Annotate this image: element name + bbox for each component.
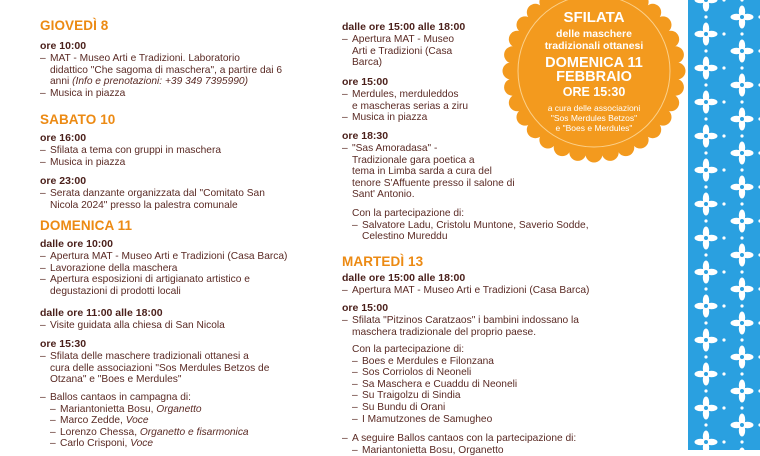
group-item: – Su Traigolzu di Sindia (352, 390, 644, 402)
day-heading-giovedi: GIOVEDÌ 8 (40, 18, 340, 34)
participants-block: Con la partecipazione di: – Boes e Merdules e Filonzana – Sos Corriolos di Neoneli – Sa Maschera e Cuaddu di Neoneli – Su Traigolzu di Sindia – Su Bundu di Orani – I Mamutzones de Samugheo (342, 344, 644, 425)
pattern-dot (704, 151, 707, 154)
pattern-center (740, 355, 744, 359)
pattern-center (704, 66, 708, 70)
performer-item: – Carlo Crisponi, Voce (50, 438, 340, 450)
pattern-dot (704, 389, 707, 392)
decorative-pattern-stripe (688, 0, 760, 450)
pattern-dot (740, 32, 743, 35)
event-item: – Serata danzante organizzata dal "Comitato San Nicola 2024" presso la palestra comunale (40, 188, 340, 211)
performer-item: – Lorenzo Chessa, Organetto e fisarmonica (50, 427, 340, 439)
day-heading-martedi: MARTEDÌ 13 (342, 254, 644, 270)
event-item: – Apertura MAT - Museo Arti e Tradizioni (Casa Barca) (342, 285, 644, 297)
pattern-dot (722, 32, 725, 35)
badge-subtitle: tradizionali ottanesi (503, 41, 685, 52)
pattern-center (704, 134, 708, 138)
pattern-center (704, 406, 708, 410)
time-label: ore 15:00 (342, 302, 644, 314)
pattern-dot (740, 304, 743, 307)
performer-item: – Mariantonietta Bosu, Organetto (50, 404, 340, 416)
pattern-center (704, 372, 708, 376)
pattern-dot (740, 202, 743, 205)
performer-item: – Marco Zedde, Voce (50, 415, 340, 427)
pattern-dot (722, 338, 725, 341)
pattern-dot (722, 236, 725, 239)
pattern-dot (740, 236, 743, 239)
pattern-dot (704, 423, 707, 426)
pattern-dot (704, 219, 707, 222)
pattern-dot (722, 440, 725, 443)
badge-time: ORE 15:30 (503, 86, 685, 99)
pattern-dot (722, 134, 725, 137)
time-label: dalle ore 10:00 (40, 238, 340, 250)
floral-pattern (688, 0, 760, 450)
badge-note: a cura delle associazioni (503, 104, 685, 113)
day-heading-sabato: SABATO 10 (40, 112, 340, 128)
badge-month: FEBBRAIO (503, 70, 685, 85)
pattern-center (704, 100, 708, 104)
pattern-dot (722, 168, 725, 171)
event-item: – Ballos cantaos in campagna di: – Mariantonietta Bosu, Organetto – Marco Zedde, Voce – Lorenzo Chessa, Organetto e fisarmonica – Carlo Crisponi, Voce (40, 392, 340, 450)
event-badge (503, 0, 685, 162)
pattern-dot (740, 66, 743, 69)
group-item: – Boes e Merdules e Filonzana (352, 356, 644, 368)
pattern-dot (740, 134, 743, 137)
pattern-center (704, 440, 708, 444)
event-item: – Apertura MAT - Museo Arti e Tradizioni (Casa Barca) – Lavorazione della maschera – Apertura esposizioni di artigianato artistico e degustazioni di prodotti locali (40, 251, 340, 297)
participants-block: Con la partecipazione di: – Salvatore Ladu, Cristolu Muntone, Saverio Sodde, Celestino Mureddu (342, 208, 644, 243)
pattern-dot (740, 372, 743, 375)
pattern-dot (704, 253, 707, 256)
pattern-dot (722, 304, 725, 307)
pattern-center (704, 338, 708, 342)
pattern-center (740, 287, 744, 291)
event-item: – Sfilata a tema con gruppi in maschera – Musica in piazza (40, 145, 340, 168)
pattern-dot (740, 168, 743, 171)
pattern-center (740, 151, 744, 155)
pattern-dot (740, 406, 743, 409)
pattern-center (704, 270, 708, 274)
badge-note: "Sos Merdules Betzos" (503, 114, 685, 123)
group-item: – I Mamutzones de Samugheo (352, 414, 644, 426)
time-label: ore 16:00 (40, 132, 340, 144)
pattern-dot (704, 321, 707, 324)
pattern-dot (722, 202, 725, 205)
time-label: ore 10:00 (40, 40, 340, 52)
group-item: – Sa Maschera e Cuaddu di Neoneli (352, 379, 644, 391)
pattern-petal (739, 448, 745, 456)
pattern-center (740, 253, 744, 257)
event-item: – Merdules, merduleddos e mascheras serias a ziru – Musica in piazza (342, 89, 644, 124)
pattern-center (704, 202, 708, 206)
badge-note: e "Boes e Merdules" (503, 124, 685, 133)
pattern-center (704, 168, 708, 172)
badge-date: DOMENICA 11 (503, 56, 685, 71)
pattern-dot (704, 83, 707, 86)
time-label: ore 18:30 (342, 130, 644, 142)
pattern-center (704, 304, 708, 308)
event-item: – Sfilata delle maschere tradizionali ottanesi a cura delle associazioni "Sos Merdules Betzos de Otzana" e "Boes e Merdules" (40, 351, 340, 386)
pattern-dot (740, 100, 743, 103)
event-item: – "Sas Amoradasa" - Tradizionale gara poetica a tema in Limba sarda a cura del tenore S'Affuente presso il salone di Sant' Antonio. (342, 143, 644, 201)
time-label: dalle ore 15:00 alle 18:00 (342, 272, 644, 284)
time-label: ore 15:30 (40, 338, 340, 350)
event-item: – Apertura MAT - Museo Arti e Tradizioni (Casa Barca) (342, 34, 644, 69)
pattern-center (740, 219, 744, 223)
pattern-center (740, 49, 744, 53)
pattern-dot (722, 0, 725, 2)
event-item: – MAT - Museo Arti e Tradizioni. Laboratorio didattico "Che sagoma di maschera", a partire dai 6 anni (Info e prenotazioni: +39 349 7395990) – Musica in piazza (40, 53, 340, 99)
pattern-center (740, 423, 744, 427)
pattern-dot (704, 185, 707, 188)
pattern-dot (722, 372, 725, 375)
pattern-dot (704, 117, 707, 120)
pattern-center (740, 321, 744, 325)
pattern-dot (722, 100, 725, 103)
pattern-dot (740, 270, 743, 273)
pattern-dot (704, 15, 707, 18)
pattern-dot (704, 49, 707, 52)
time-label: dalle ore 11:00 alle 18:00 (40, 307, 340, 319)
day-heading-domenica: DOMENICA 11 (40, 218, 340, 234)
pattern-center (704, 32, 708, 36)
pattern-center (740, 117, 744, 121)
pattern-center (740, 389, 744, 393)
pattern-dot (740, 440, 743, 443)
group-item: – Sos Corriolos di Neoneli (352, 367, 644, 379)
time-label: ore 15:00 (342, 76, 644, 88)
time-label: ore 23:00 (40, 175, 340, 187)
event-item: – Sfilata "Pitzinos Caratzaos" i bambini indossano la maschera tradizionale del proprio paese. (342, 315, 644, 338)
badge-subtitle: delle maschere (503, 29, 685, 40)
event-item: – Visite guidata alla chiesa di San Nicola (40, 320, 340, 332)
group-item: – Su Bundu di Orani (352, 402, 644, 414)
time-label: dalle ore 15:00 alle 18:00 (342, 21, 644, 33)
pattern-center (704, 236, 708, 240)
badge-title: SFILATA (503, 10, 685, 26)
pattern-dot (722, 66, 725, 69)
pattern-dot (704, 287, 707, 290)
pattern-dot (722, 406, 725, 409)
pattern-dot (704, 355, 707, 358)
pattern-dot (740, 338, 743, 341)
event-item: – A seguire Ballos cantaos con la partecipazione di: – Mariantonietta Bosu, Organetto (342, 433, 644, 456)
pattern-center (740, 83, 744, 87)
pattern-dot (722, 270, 725, 273)
pattern-dot (740, 0, 743, 2)
pattern-center (740, 185, 744, 189)
pattern-center (740, 15, 744, 19)
